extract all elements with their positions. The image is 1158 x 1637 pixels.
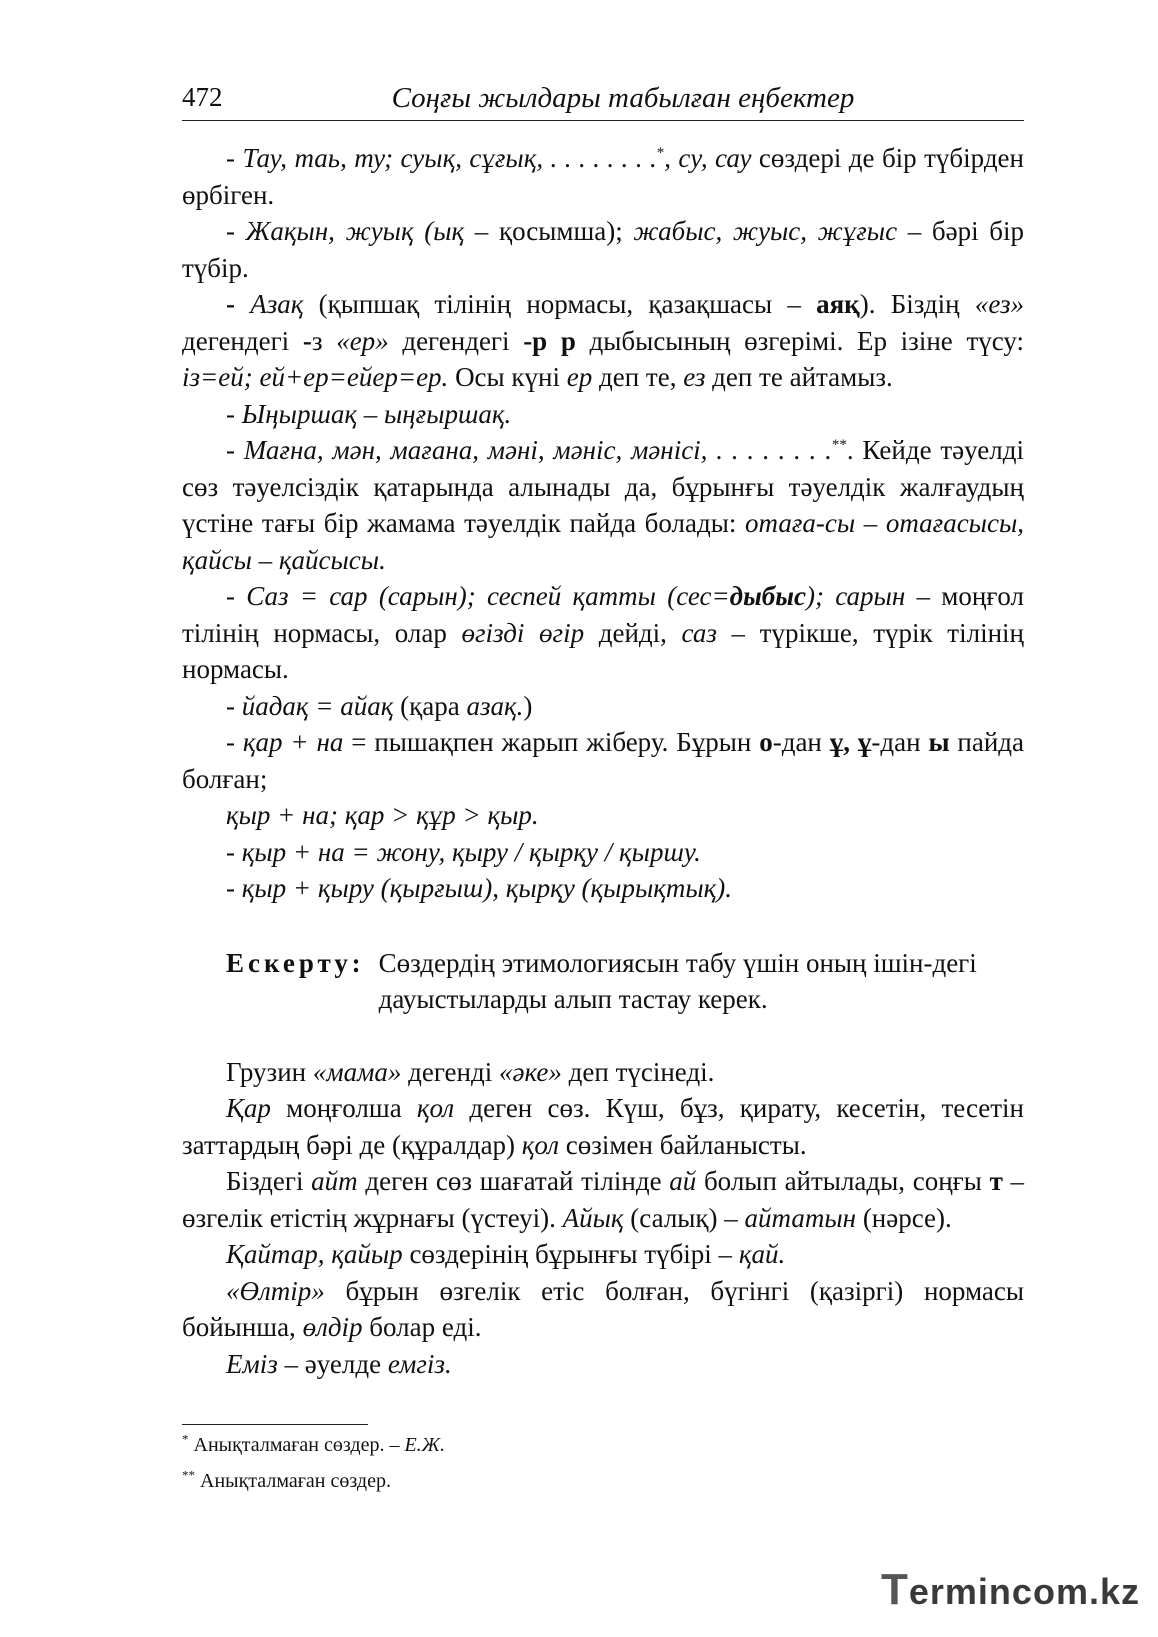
note-label: Ескерту:	[226, 947, 365, 978]
paragraph: Қар моңғолша қол деген сөз. Күш, бұз, қирату, кесетін, тесетін заттардың бәрі де (құралдар) қол сөзімен байланысты.	[182, 1093, 1024, 1160]
footnote-ref: **	[831, 437, 847, 453]
note-block	[182, 945, 1024, 1018]
footnote: * Анықталмаған сөздер. – Е.Ж.	[182, 1431, 446, 1456]
paragraph: - қыр + қыру (қырғыш), қырқу (қырықтық).	[226, 873, 733, 903]
paragraph: - Тау, таь, ту; суық, сұғық, . . . . . . . .*, су, сау сөздері де бір түбірден өрбіген.	[182, 143, 1024, 210]
running-title: Соңғы жылдары табылған еңбектер	[391, 82, 855, 114]
footnote-ref: *	[656, 145, 665, 161]
paragraph: - Ыңыршақ – ыңғыршақ.	[226, 398, 512, 429]
header-rule	[182, 120, 1024, 121]
paragraph: - Жақын, жуық (ық – қосымша); жабыс, жуыс, жұғыс – бәрі бір түбір.	[182, 216, 1024, 283]
paragraph: Грузин «мама» дегенді «әке» деп түсінеді.	[226, 1056, 715, 1087]
paragraph: - қар + на = пышақпен жарып жіберу. Бұрын о-дан ұ, ұ-дан ы пайда болған;	[182, 727, 1025, 794]
watermark-logo: Termincom.kz	[881, 1565, 1140, 1614]
page-body	[182, 140, 1024, 1382]
page-number: 472	[182, 82, 223, 112]
page-header	[182, 82, 1024, 118]
paragraph: - Азақ (қыпшақ тілінің нормасы, қазақшасы – аяқ). Біздің «ез» дегендегі -з «ер» дегендегі -р р дыбысының өзгерімі. Ер ізіне түсу: із=ей; ей+ер=ейер=ер. Осы күні ер деп те, ез деп те айтамыз.	[182, 289, 1025, 392]
paragraph: - йадақ = айақ (қара азақ.)	[226, 690, 533, 721]
paragraph: қыр + на; қар > құр > қыр.	[226, 800, 539, 830]
paragraph: Біздегі айт деген сөз шағатай тілінде ай болып айтылады, соңғы т – өзгелік етістің жұрнағы (үстеуі). Айық (салық) – айтатын (нәрсе).	[182, 1166, 1025, 1233]
footnote-separator	[182, 1424, 368, 1425]
note-text: Сөздердің этимологиясын табу үшін оның ішін-дегі дауыстыларды алып тастау керек.	[378, 947, 977, 1014]
paragraph: Еміз – әуелде емгіз.	[226, 1348, 452, 1379]
paragraph: «Өлтір» бұрын өзгелік етіс болған, бүгінгі (қазіргі) нормасы бойынша, өлдір болар еді.	[182, 1275, 1024, 1342]
paragraph: - қыр + на = жону, қыру / қырқу / қыршу.	[226, 836, 701, 867]
footnote: ** Анықталмаған сөздер.	[182, 1467, 391, 1492]
paragraph: Қайтар, қайыр сөздерінің бұрынғы түбірі – қай.	[226, 1239, 786, 1269]
paragraph: - Мағна, мән, мағана, мәні, мәніс, мәнісі, . . . . . . . .**. Кейде тәуелді сөз тәуелсіздік қатарында алынады да, бұрынғы тәуелдік жалғаудың үстіне тағы бір жамама тәуелдік пайда болады: отаға-сы – отағасысы, қайсы – қайсысы.	[182, 435, 1024, 575]
paragraph: - Саз = сар (сарын); сеспей қатты (сес=дыбыс); сарын – моңғол тілінің нормасы, олар өгізді өгір дейді, саз – түрікше, түрік тілінің нормасы.	[182, 581, 1025, 684]
